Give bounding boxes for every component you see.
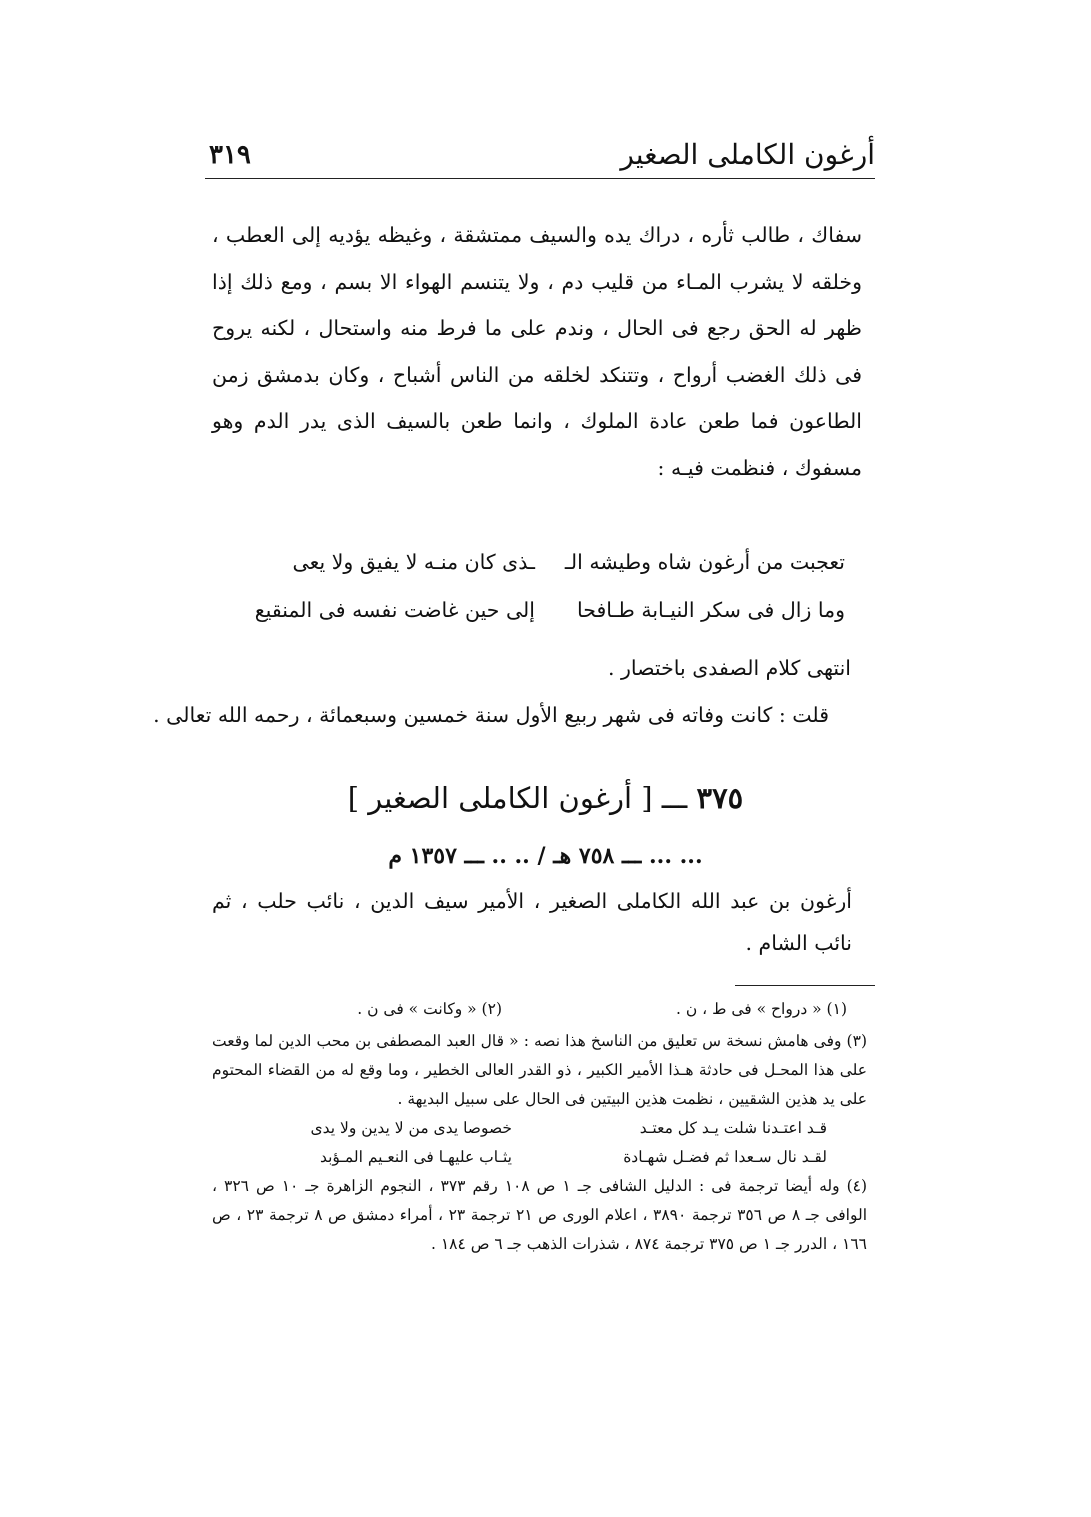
footnote-verse-second: يثـاب عليهـا فى النعـيم المـؤبد xyxy=(319,1148,512,1166)
verse-line xyxy=(215,586,845,634)
verse-second-hemistich: إلى حين غاضت نفسه فى المنقيع xyxy=(254,598,535,622)
running-header xyxy=(205,132,875,179)
quote-end-note: انتهى كلام الصفدى باختصار . xyxy=(607,656,851,680)
footnote-verse-first: قـد اعتـدنا شلت يـد كل معتـد xyxy=(639,1119,827,1137)
footnote-verse-line xyxy=(212,1114,867,1143)
footnote-row xyxy=(212,995,867,1027)
entry-number: ٣٧٥ xyxy=(696,781,744,815)
body-paragraph-text: سفاك ، طالب ثأره ، دراك يده والسيف ممتشقة ، وغيظه يؤديه إلى العطب ، وخلقه لا يشرب المـاء من قليب دم ، ولا يتنسم الهواء الا بسم ، ومع ذلك إذا ظهر له الحق رجع فى الحال ، وندم على ما فرط منه واستحال ، لكنه يروح فى ذلك الغضب أرواح ، وتتنكد لخلقه من الناس أشباح ، وكان بدمشق زمن الطاعون فما طعن عادة الملوك ، وانما طعن بالسيف الذى يدر الدم وهو مسفوك ، فنظمت فيـه : xyxy=(212,223,862,480)
body-paragraph xyxy=(212,212,862,491)
footnote-1: (١) « درواح » فى ط ، ن . xyxy=(676,1000,847,1018)
footnote-4: (٤) وله أيضا ترجمة فى : الدليل الشافى جـ ١ ص ١٠٨ رقم ٣٧٣ ، النجوم الزاهرة جـ ١٠ ص ٣٢٦ ، الوافى جـ ٨ ص ٣٥٦ ترجمة ٣٨٩٠ ، اعلام الورى ص ٢١ ترجمة ٢٣ ، أمراء دمشق ص ٨ ترجمة ٢٣ ، ص ١٦٦ ، الدرر جـ ١ ص ٣٧٥ ترجمة ٨٧٤ ، شذرات الذهب جـ ٦ ص ١٨٤ . xyxy=(212,1177,868,1253)
page-number: ٣١٩ xyxy=(209,140,251,170)
footnote-verse-line xyxy=(212,1143,867,1172)
author-remark: قلت : كانت وفاته فى شهر ربيع الأول سنة خمسين وسبعمائة ، رحمه الله تعالى . xyxy=(153,703,829,727)
verse-first-hemistich: تعجبت من أرغون شاه وطيشه الـ xyxy=(564,550,845,574)
verse-second-hemistich: ـذى كان منـه لا يفيق ولا يعى xyxy=(292,550,535,574)
verse-first-hemistich: وما زال فى سكر النيـابة طـافحا xyxy=(576,598,845,622)
entry-heading xyxy=(0,778,1091,818)
poem-verses xyxy=(215,538,845,634)
footnote-verse-second: خصوصا يدى من لا يدين ولا يدى xyxy=(310,1119,512,1137)
footnotes xyxy=(212,995,867,1259)
footnote-divider xyxy=(735,985,875,986)
entry-name: [ أرغون الكاملى الصغير ] xyxy=(347,781,653,815)
entry-dates: ... ... ـــ ٧٥٨ هـ / .. .. ـــ ١٣٥٧ م xyxy=(388,843,703,869)
footnote-3: (٣) وفى هامش نسخة س تعليق من الناسخ هذا نصه : « قال العبد المصطفى بن محب الدين لما وقعت على هذا المحـل فى حادثة هـذا الأمير الكبير ، ذو القدر العالى الخطير ، وما وقع له من القضاء المحتوم على يد هذين الشقيين ، نظمت هذين البيتين فى الحال على سبيل البديهة . xyxy=(212,1032,867,1108)
header-title: أرغون الكاملى الصغير xyxy=(620,138,875,171)
verse-line xyxy=(215,538,845,586)
entry-dash: ـــ xyxy=(661,781,688,815)
footnote-verse-first: لقـد نال سـعدا ثم فضـل شهـادة xyxy=(623,1148,827,1166)
entry-text: أرغون بن عبد الله الكاملى الصغير ، الأمير سيف الدين ، نائب حلب ، ثم نائب الشام . xyxy=(212,889,852,955)
footnote-2: (٢) « وكانت » فى ن . xyxy=(357,1000,502,1018)
